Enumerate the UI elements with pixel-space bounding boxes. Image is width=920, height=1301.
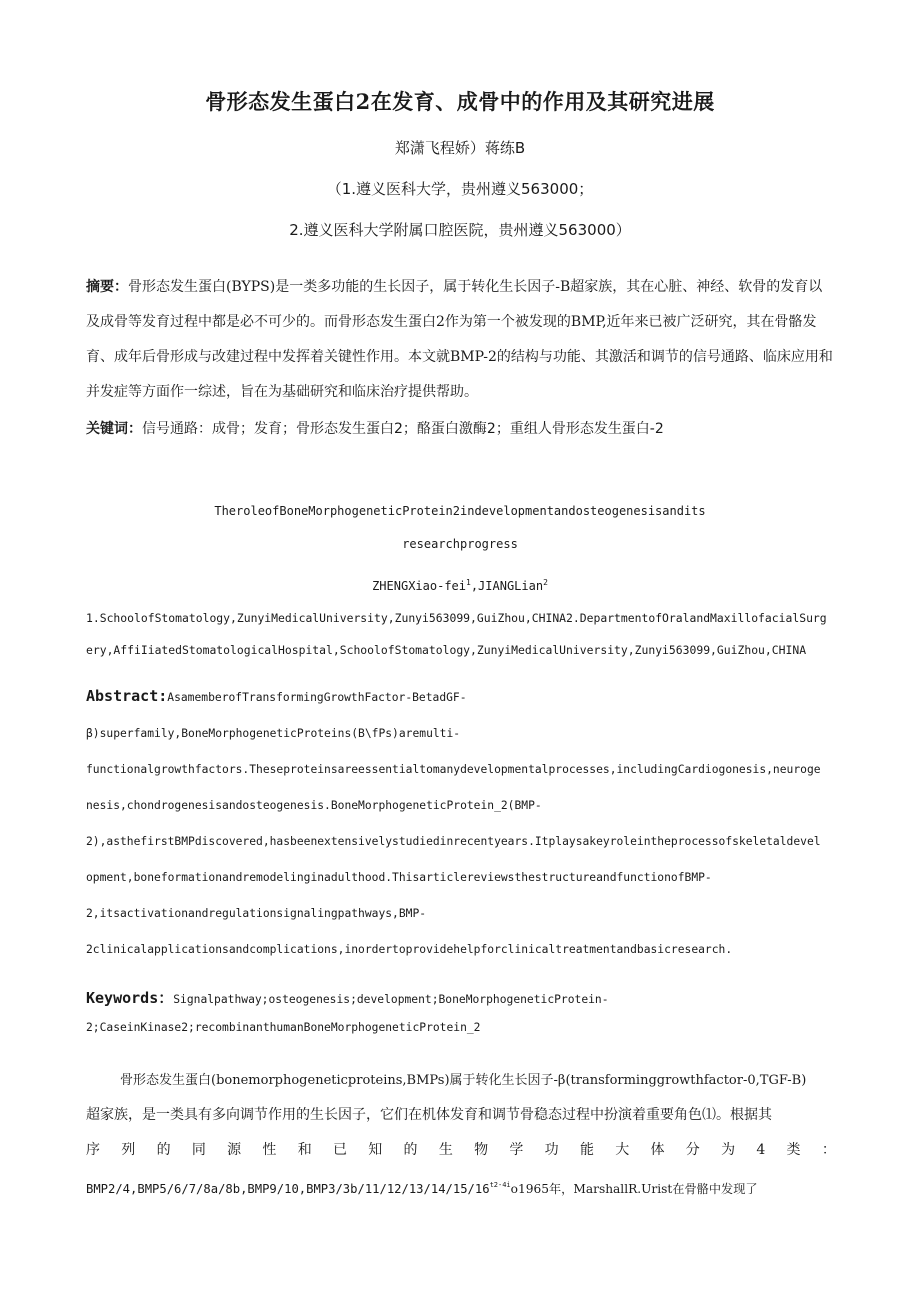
body-line-3-char: 性: [262, 1142, 277, 1158]
abstract-en-line-2: β)superfamily,BoneMorphogeneticProteins(B\fPs)aremulti-: [86, 727, 461, 740]
body-line-3-char: 4: [756, 1142, 766, 1158]
author-en-1: ZHENGXiao-fei: [372, 579, 466, 593]
body-line-3-char: 类: [786, 1142, 801, 1158]
body-line-3-char: 序: [86, 1142, 100, 1158]
affiliation-en-line-2: ery,AffiIiatedStomatologicalHospital,SchoolofStomatology,ZunyiMedicalUniversity,Zunyi563099,GuiZhou,CHINA: [86, 643, 807, 657]
body-paragraph: [86, 1063, 836, 1207]
abstract-en-text-1: AsamemberofTransformingGrowthFactor-BetadGF-: [167, 691, 467, 704]
title-en-line-2: researchprogress: [402, 537, 518, 551]
body-line-3-char: 物: [474, 1142, 489, 1158]
title-en-line-1: TheroleofBoneMorphogeneticProtein2indevelopmentandosteogenesisandits: [214, 504, 706, 518]
body-line-3-char: ：: [821, 1142, 836, 1158]
authors-en: [0, 578, 920, 593]
body-line-3-char: 已: [332, 1142, 347, 1158]
abstract-en-line-6: opment,boneformationandremodelinginadulthood.ThisarticlereviewsthestructureandfunctionofBMP-: [86, 871, 712, 884]
keywords-en-label: Keywords：: [86, 989, 174, 1007]
body-line-3-char: 学: [509, 1142, 524, 1158]
abstract-en-line-8: 2clinicalapplicationsandcomplications,inordertoprovidehelpforclinicaltreatmentandbasicresearch.: [86, 943, 733, 956]
affiliation-cn-2: 2.遵义医科大学附属口腔医院，贵州遵义563000）: [289, 221, 631, 239]
abstract-cn-label: 摘要：: [86, 279, 128, 295]
abstract-en-label: Abstract:: [86, 687, 168, 705]
body-line-3-char: 体: [650, 1142, 665, 1158]
body-line-2: 超家族，是一类具有多向调节作用的生长因子，它们在机体发育和调节骨稳态过程中扮演着重要角色⑴。根据其: [86, 1107, 772, 1123]
body-line-3-char: 知: [368, 1142, 383, 1158]
body-line-3-char: 源: [227, 1142, 242, 1158]
author-en-2-sup: 2: [543, 578, 548, 587]
body-line-3-char: 大: [615, 1142, 630, 1158]
abstract-en-line-5: 2),asthefirstBMPdiscovered,hasbeenextensivelystudiedinrecentyears.Itplaysakeyroleintheprocessofskeletaldevel: [86, 835, 821, 848]
body-line-4-refs: BMP2/4,BMP5/6/7/8a/8b,BMP9/10,BMP3/3b/11/12/13/14/15/16: [86, 1182, 490, 1196]
abstract-en-line-7: 2,itsactivationandregulationsignalingpathways,BMP-: [86, 907, 427, 920]
body-line-3-char: 功: [544, 1142, 559, 1158]
body-line-3: [86, 1133, 836, 1168]
citation-sup: t2-4i: [489, 1181, 511, 1189]
keywords-en-line-2: 2;CaseinKinase2;recombinanthumanBoneMorphogeneticProtein_2: [86, 1021, 481, 1034]
body-line-3-char: 能: [579, 1142, 594, 1158]
body-line-1: 骨形态发生蛋白(bonemorphogeneticproteins,BMPs)属于转化生长因子-β(transforminggrowthfactor-0,TGF-B): [120, 1073, 807, 1088]
author-en-1-sup: 1: [466, 578, 471, 587]
body-line-3-char: 为: [721, 1142, 736, 1158]
keywords-en-line-1: [86, 987, 609, 1008]
abstract-cn-text: 骨形态发生蛋白(BYPS)是一类多功能的生长因子，属于转化生长因子-B超家族，其在心脏、神经、软骨的发育以及成骨等发育过程中都是必不可少的。而骨形态发生蛋白2作为第一个被发现的BMP,近年来已被广泛研究，其在骨骼发育、成年后骨形成与改建过程中发挥着关键性作用。本文就BMP-2的结构与功能、其激活和调节的信号通路、临床应用和并发症等方面作一综述，旨在为基础研究和临床治疗提供帮助。: [86, 279, 833, 400]
body-line-3-char: 列: [121, 1142, 136, 1158]
body-line-3-char: 分: [685, 1142, 700, 1158]
paper-title: 骨形态发生蛋白2在发育、成骨中的作用及其研究进展: [205, 89, 715, 114]
body-line-3-char: 同: [191, 1142, 206, 1158]
body-line-3-char: 生: [438, 1142, 453, 1158]
keywords-en-text-1: Signalpathway;osteogenesis;development;BoneMorphogeneticProtein-: [173, 993, 609, 1006]
body-line-4: [86, 1168, 836, 1207]
body-line-4-tail: o1965年，MarshallR.Urist在骨骼中发现了: [510, 1182, 758, 1196]
author-en-2: ,JIANGLian: [470, 579, 544, 593]
abstract-en-line-1: [86, 687, 467, 705]
abstract-en-line-4: nesis,chondrogenesisandosteogenesis.BoneMorphogeneticProtein_2(BMP-: [86, 799, 542, 812]
abstract-cn: [86, 270, 836, 410]
abstract-en-line-3: functionalgrowthfactors.Theseproteinsareessentialtomanydevelopmentalprocesses,includingCardiogonesis,neuroge: [86, 763, 821, 776]
body-line-3-char: 的: [156, 1142, 171, 1158]
keywords-cn-label: 关键词：: [86, 421, 142, 437]
affiliation-en-line-1: 1.SchoolofStomatology,ZunyiMedicalUniversity,Zunyi563099,GuiZhou,CHINA2.DepartmentofOralandMaxillofacialSurg: [86, 611, 827, 625]
authors-cn: 郑潇飞程娇）蒋练B: [394, 139, 526, 157]
affiliation-cn-1: （1.遵义医科大学，贵州遵义563000；: [326, 180, 594, 198]
keywords-cn-text: 信号通路：成骨；发育；骨形态发生蛋白2；酪蛋白激酶2；重组人骨形态发生蛋白-2: [142, 421, 664, 437]
body-line-3-char: 和: [297, 1142, 312, 1158]
body-line-3-char: 的: [403, 1142, 418, 1158]
keywords-cn: [86, 418, 664, 438]
